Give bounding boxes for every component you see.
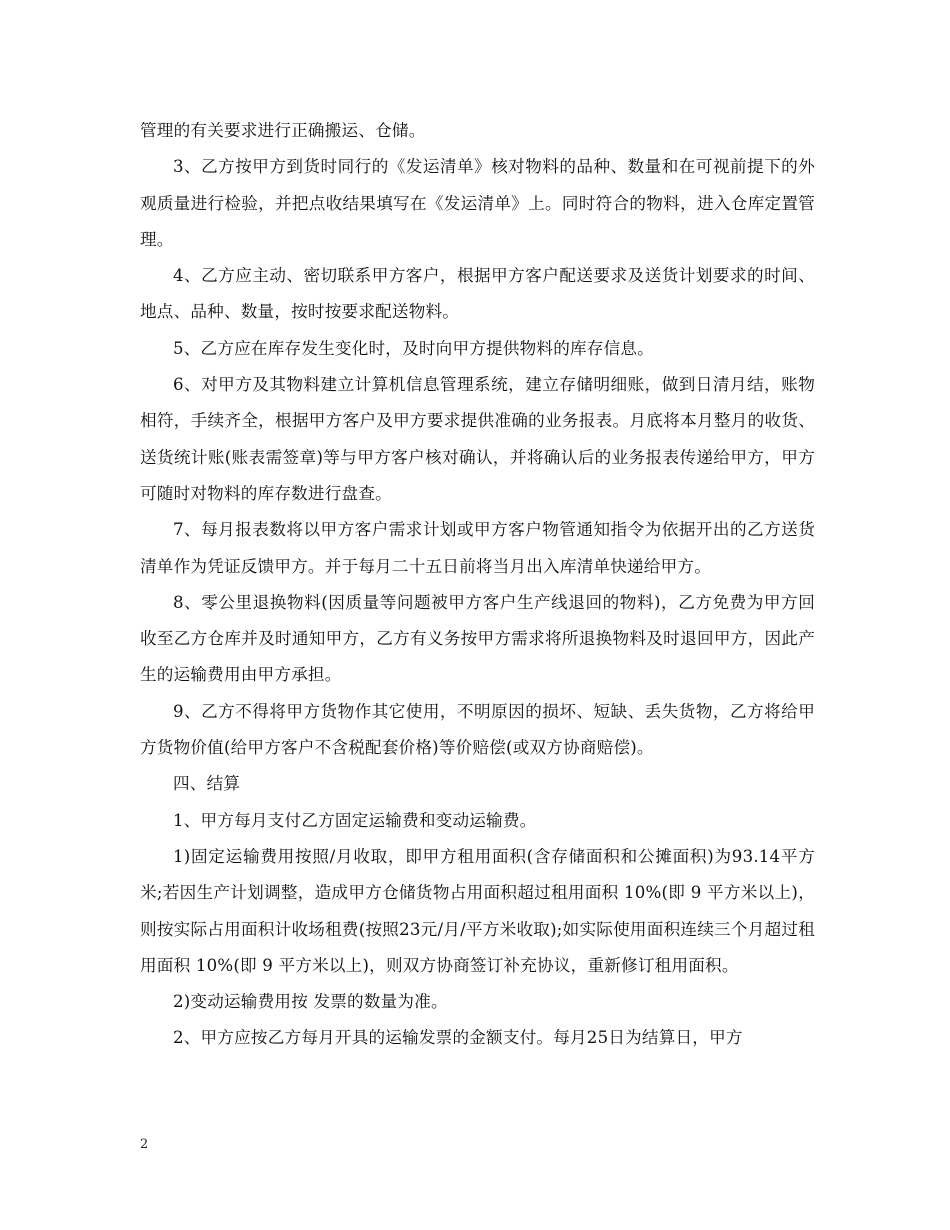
document-body (140, 113, 815, 1057)
paragraph-variable-fee: 2)变动运输费用按 发票的数量为准。 (173, 992, 448, 1012)
paragraph-settlement-1: 1、甲方每月支付乙方固定运输费和变动运输费。 (173, 810, 537, 830)
paragraph-item-4: 4、乙方应主动、密切联系甲方客户，根据甲方客户配送要求及送货计划要求的时间、地点、品种、数量，按时按要求配送物料。 (140, 266, 815, 322)
section-heading-settlement: 四、结算 (173, 774, 241, 794)
paragraph-item-7: 7、每月报表数将以甲方客户需求计划或甲方客户物管通知指令为依据开出的乙方送货清单作为凭证反馈甲方。并于每月二十五日前将当月出入库清单快递给甲方。 (140, 520, 815, 576)
paragraph-continuation: 管理的有关要求进行正确搬运、仓储。 (140, 121, 426, 140)
paragraph-settlement-2: 2、甲方应按乙方每月开具的运输发票的金额支付。每月25日为结算日，甲方 (173, 1028, 743, 1048)
paragraph-item-5: 5、乙方应在库存发生变化时，及时向甲方提供物料的库存信息。 (173, 338, 654, 358)
page-number: 2 (140, 1137, 149, 1152)
paragraph-fixed-fee: 1)固定运输费用按照/月收取，即甲方租用面积(含存储面积和公摊面积)为93.14平方米;若因生产计划调整，造成甲方仓储货物占用面积超过租用面积 10%(即 9 平方米以上)，则按实际占用面积计收场租费(按照23元/月/平方米收取);如实际使用面积连续三个月超过租用面积 10%(即 9 平方米以上)，则双方协商签订补充协议，重新修订租用面积。 (140, 846, 815, 975)
paragraph-item-9: 9、乙方不得将甲方货物作其它使用，不明原因的损坏、短缺、丢失货物，乙方将给甲方货物价值(给甲方客户不含税配套价格)等价赔偿(或双方协商赔偿)。 (140, 701, 815, 758)
paragraph-item-8: 8、零公里退换物料(因质量等问题被甲方客户生产线退回的物料)，乙方免费为甲方回收至乙方仓库并及时通知甲方，乙方有义务按甲方需求将所退换物料及时退回甲方，因此产生的运输费用由甲方承担。 (140, 592, 815, 685)
paragraph-item-6: 6、对甲方及其物料建立计算机信息管理系统，建立存储明细账，做到日清月结，账物相符，手续齐全，根据甲方客户及甲方要求提供准确的业务报表。月底将本月整月的收货、送货统计账(账表需签章)等与甲方客户核对确认，并将确认后的业务报表传递给甲方，甲方可随时对物料的库存数进行盘查。 (140, 375, 815, 503)
paragraph-item-3: 3、乙方按甲方到货时同行的《发运清单》核对物料的品种、数量和在可视前提下的外观质量进行检验，并把点收结果填写在《发运清单》上。同时符合的物料，进入仓库定置管理。 (140, 157, 815, 249)
